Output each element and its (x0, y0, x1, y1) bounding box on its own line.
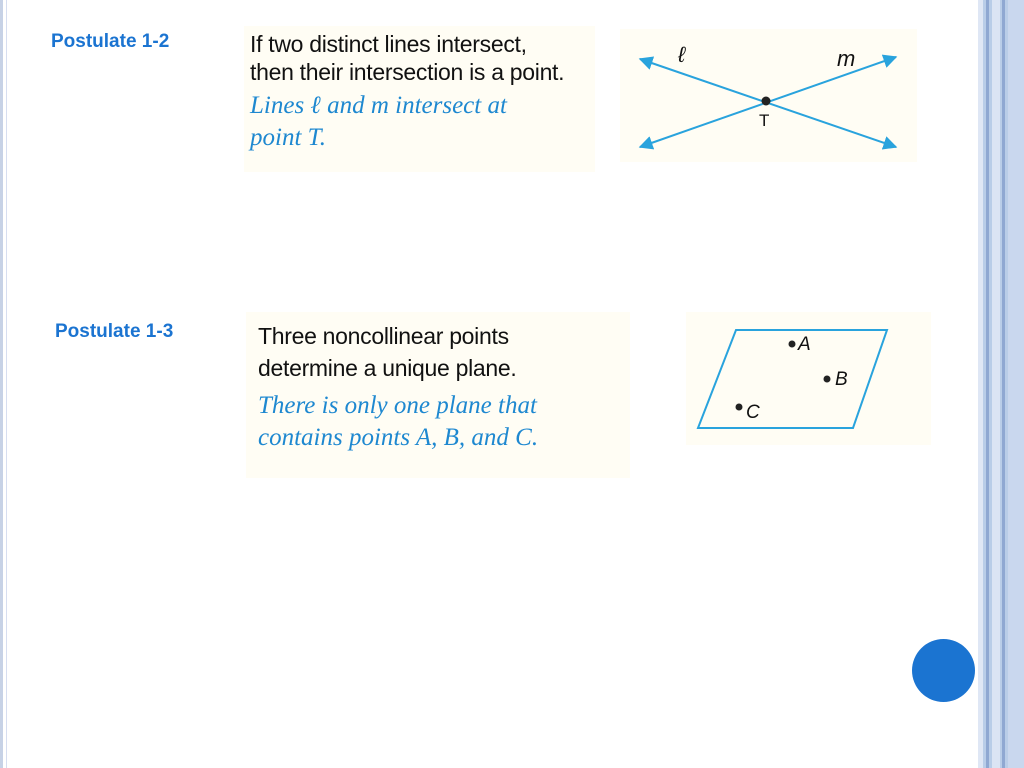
point-c (736, 404, 743, 411)
postulate-1-3-statement-line2: determine a unique plane. (258, 355, 517, 381)
line-l-label: ℓ (678, 42, 686, 67)
point-c-label: C (746, 402, 760, 423)
postulate-1-2-example-line1: Lines ℓ and m intersect at (250, 92, 507, 119)
postulate-1-3-example-line2: contains points A, B, and C. (258, 424, 539, 451)
postulate-1-2-statement-line1: If two distinct lines intersect, (250, 31, 527, 57)
left-border (0, 0, 3, 768)
postulate-1-3-label: Postulate 1-3 (55, 321, 174, 342)
postulate-1-2-example-line2: point T. (250, 124, 326, 151)
intersecting-lines-figure (620, 29, 917, 162)
postulate-1-2-statement-line2: then their intersection is a point. (250, 59, 565, 85)
intersecting-lines-diagram (620, 29, 917, 162)
right-decorative-frame (978, 0, 1024, 768)
plane-figure (686, 312, 931, 445)
postulate-1-3-textbox (246, 312, 630, 478)
left-border-inner (6, 0, 7, 768)
postulate-1-2-label: Postulate 1-2 (51, 31, 170, 52)
line-m-label: m (837, 46, 856, 71)
point-a (789, 341, 796, 348)
postulate-1-2-textbox (244, 26, 595, 172)
point-a-label: A (798, 334, 811, 355)
point-t (762, 97, 771, 106)
blue-circle-decoration (912, 639, 975, 702)
point-t-label: T (759, 111, 770, 130)
point-b-label: B (835, 369, 848, 390)
postulate-1-3-statement-line1: Three noncollinear points (258, 323, 509, 349)
point-b (824, 376, 831, 383)
plane-diagram (686, 312, 931, 445)
postulate-1-3-example-line1: There is only one plane that (258, 392, 537, 419)
